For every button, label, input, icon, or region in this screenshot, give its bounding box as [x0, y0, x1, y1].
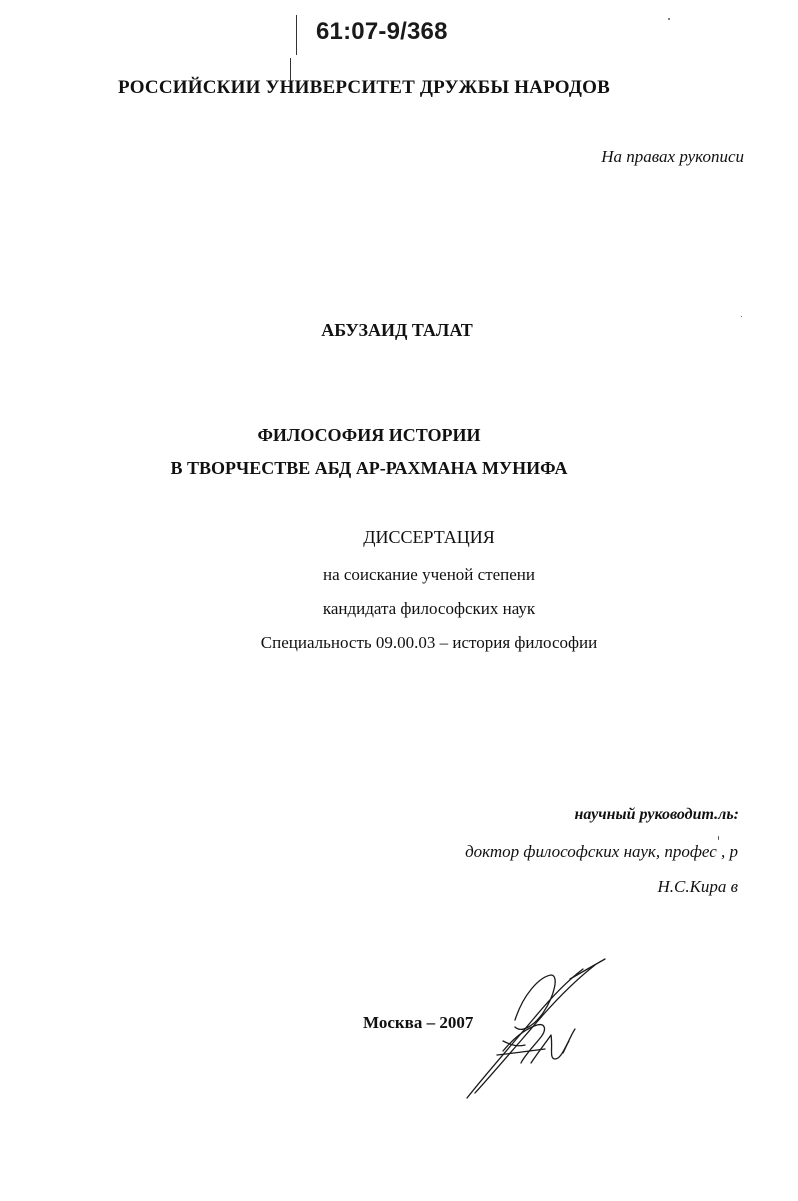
document-type: ДИССЕРТАЦИЯ — [363, 527, 495, 547]
scan-speck — [668, 18, 670, 20]
city-year: Москва – 2007 — [363, 1013, 474, 1032]
scan-artifact-line — [296, 15, 297, 55]
university-name: РОССИЙСКИИ УНИВЕРСИТЕТ ДРУЖБЫ НАРОДОВ — [118, 77, 610, 98]
scan-speck — [741, 316, 742, 317]
advisor-label: научный руководит.ль: — [574, 806, 739, 823]
archive-code: 61:07-9/368 — [316, 18, 448, 45]
advisor-degree: доктор философских наук, профес , р — [465, 842, 738, 861]
specialty-line: Специальность 09.00.03 – история философии — [260, 633, 598, 652]
handwritten-signature — [455, 955, 625, 1105]
degree-line-1: на соискание ученой степени — [322, 565, 536, 584]
author-name: АБУЗАИД ТАЛАТ — [321, 320, 473, 340]
title-line-1: ФИЛОСОФИЯ ИСТОРИИ — [257, 425, 481, 445]
advisor-name: Н.С.Кира в — [657, 877, 738, 896]
rights-note: На правах рукописи — [601, 147, 744, 166]
title-line-2: В ТВОРЧЕСТВЕ АБД АР-РАХМАНА МУНИФА — [170, 458, 568, 478]
scan-speck — [718, 836, 719, 840]
degree-line-2: кандидата философских наук — [322, 599, 536, 618]
